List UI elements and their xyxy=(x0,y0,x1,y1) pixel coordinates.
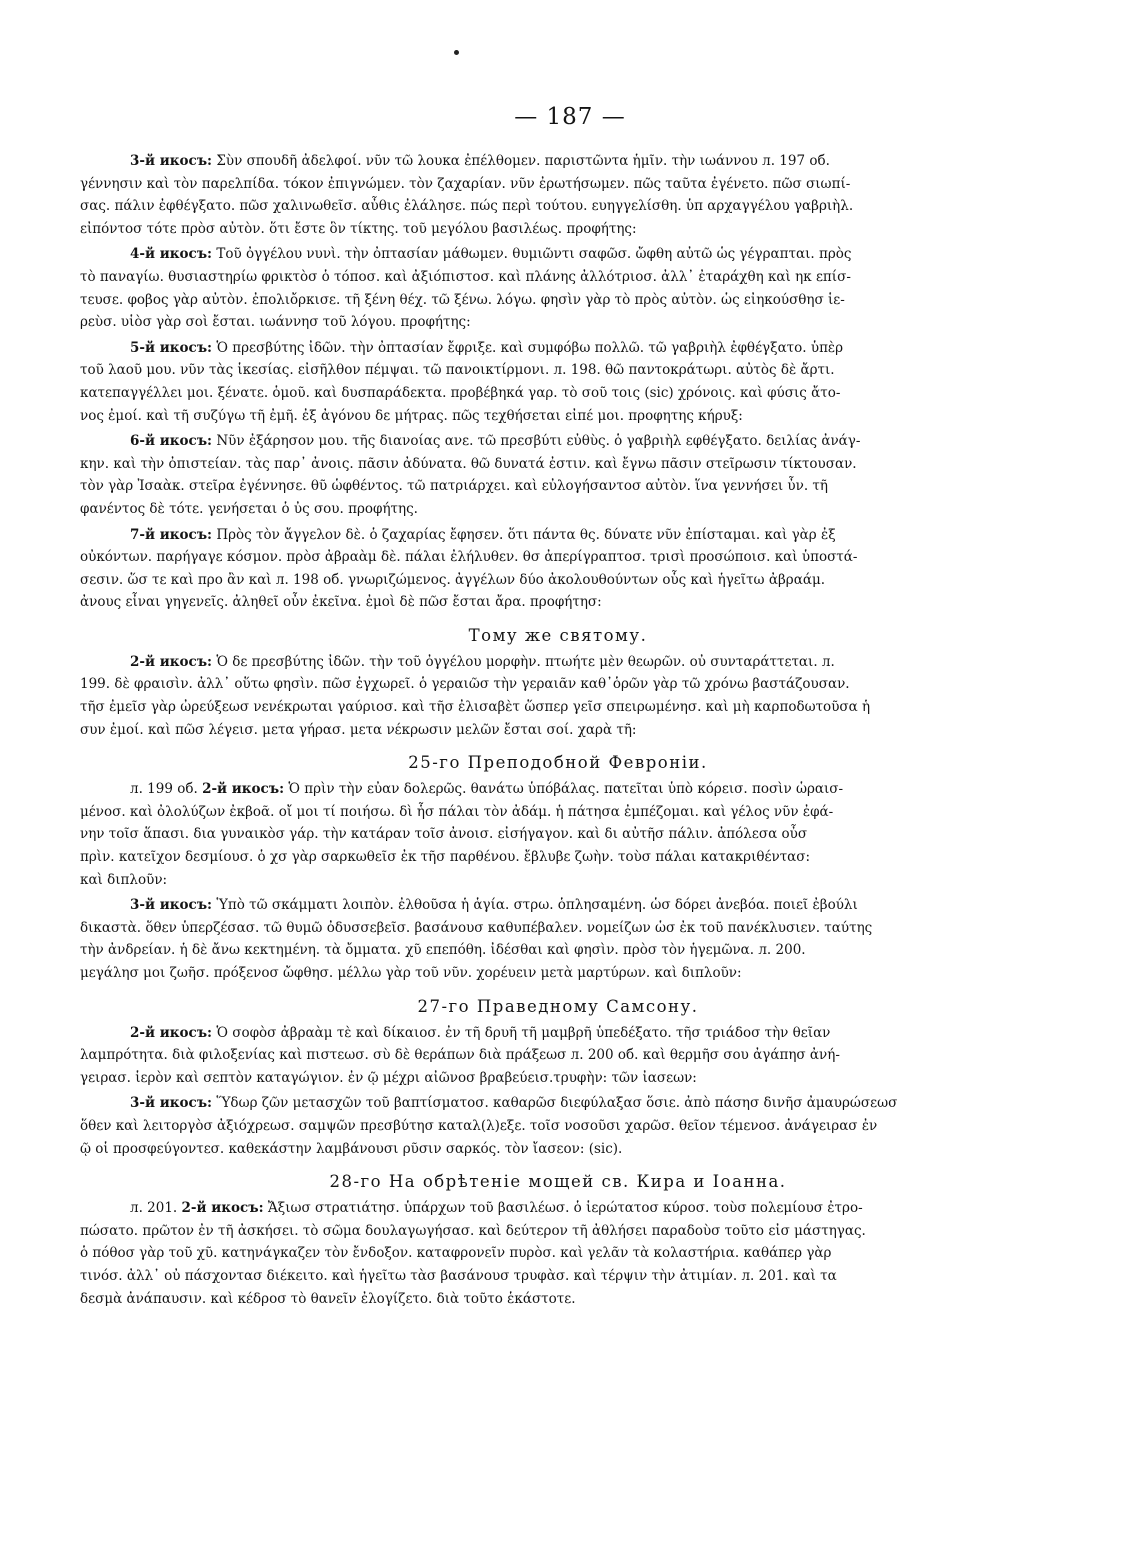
greek-text: μένοσ. καὶ ὀλολύζων ἐκβοᾶ. οἴ μοι τί ποιήσω. δὶ ἧσ πάλαι τὸν ἀδάμ. ἡ πάτησα ἐμπέζομαι. καὶ γέλος νῦν ἐφά- xyxy=(80,803,834,820)
icos-paragraph xyxy=(80,524,1036,614)
icos-label: 2-й икосъ: xyxy=(130,653,213,670)
text-line xyxy=(80,673,1036,696)
icos-label: 7-й икосъ: xyxy=(130,526,213,543)
text-line xyxy=(80,150,1036,173)
greek-text: ἀνους εἶναι γηγενεῖς. ἀληθεῖ οὖν ἐκεῖνα. ἐμοὶ δὲ πῶσ ἔσται ἄρα. προφήτησ: xyxy=(80,594,602,611)
text-line xyxy=(80,524,1036,547)
greek-text: 199. δὲ φραισὶν. ἀλλ᾽ οὕτω φησὶν. πῶσ ἐγχωρεῖ. ὁ γεραιῶσ τὴν γεραιᾶν καθ᾽ὁρῶν γὰρ τῶ χρόνω βαστάζουσαν. xyxy=(80,676,850,693)
greek-text: ῷ οἱ προσφεύγοντεσ. καθεκάστην λαμβάνουσι ρῦσιν σαρκός. τὸν ἴασεον: (sic). xyxy=(80,1140,623,1157)
icos-label: 4-й икосъ: xyxy=(130,246,213,263)
icos-paragraph xyxy=(80,778,1036,891)
greek-text: πρὶν. κατεῖχον δεσμίουσ. ὁ χσ γὰρ σαρκωθεῖσ ἐκ τῆσ παρθένου. ἔβλυβε ζωὴν. τοὺσ πάλαι κατακριθέντασ: xyxy=(80,849,811,866)
icos-paragraph xyxy=(80,894,1036,984)
greek-text: πώσατο. πρῶτον ἐν τῆ ἀσκήσει. τὸ σῶμα δουλαγωγήσασ. καὶ δεύτερον τῆ ἀθλήσει παραδοὺσ τοῦτο εἰσ μάστηγας. xyxy=(80,1222,866,1239)
icos-paragraph xyxy=(80,1022,1036,1090)
icos-paragraph xyxy=(80,430,1036,520)
icos-paragraph xyxy=(80,150,1036,240)
section-heading: Тому же святому. xyxy=(468,625,648,645)
text-line xyxy=(80,382,1036,405)
text-line xyxy=(80,1265,1036,1288)
greek-text: σας. πάλιν ἐφθέγξατο. πῶσ χαλινωθεῖσ. αὖθις ἐλάλησε. πώς περὶ τούτου. ευηγγελίσθη. ὑπ αρχαγγέλου γαβριὴλ. xyxy=(80,198,854,215)
greek-text: Σὺν σπουδῆ ἀδελφοί. νῦν τῶ λουκα ἐπέλθομεν. παριστῶντα ἡμῖν. τὴν ιωάννου л. 197 об. xyxy=(216,153,830,169)
text-line xyxy=(80,266,1036,289)
greek-text: νος ἐμοί. καὶ τῆ συζύγω τῆ ἐμῆ. ἐξ ἀγόνου δε μήτρας. πῶς τεχθήσεται εἰπέ μοι. προφητης κήρυξ: xyxy=(80,407,743,424)
text-line xyxy=(80,218,1036,241)
icos-paragraph xyxy=(80,651,1036,741)
text-line xyxy=(80,1242,1036,1265)
icos-label: 2-й икосъ: xyxy=(181,1200,264,1217)
greek-text: κατεπαγγέλλει μοι. ξένατε. ὁμοῦ. καὶ δυσπαράδεκτα. προβέβηκά γαρ. τὸ σοῦ τοις (sic) χρόνοις. καὶ φύσις ἄτο- xyxy=(80,384,841,401)
text-line xyxy=(80,1067,1036,1090)
folio-reference: л. 199 об. xyxy=(130,781,198,798)
icos-label: 2-й икосъ: xyxy=(130,1024,213,1041)
icos-label: 2-й икосъ: xyxy=(202,781,285,798)
text-line xyxy=(80,430,1036,453)
text-line xyxy=(80,778,1036,801)
greek-text: δεσμὰ ἀνάπαυσιν. καὶ κέδροσ τὸ θανεῖν ἐλογίζετο. διὰ τοῦτο ἑκάστοτε. xyxy=(80,1290,576,1307)
greek-text: τὴν ἀνδρείαν. ἡ δὲ ἄνω κεκτημένη. τὰ ὄμματα. χῦ επεπόθη. ἰδέσθαι καὶ φησὶν. πρὸσ τὸν ἡγεμῶνα. л. 200. xyxy=(80,942,806,959)
greek-text: ρεὺσ. υἱὸσ γὰρ σοὶ ἔσται. ιωάννησ τοῦ λόγου. προφήτης: xyxy=(80,314,471,331)
greek-text: συν ἐμοί. καὶ πῶσ λέγεισ. μετα γήρασ. μετα νέκρωσιν μελῶν ἔσται σοί. χαρὰ τῆ: xyxy=(80,721,637,738)
text-line xyxy=(80,569,1036,592)
text-line xyxy=(80,917,1036,940)
greek-text: κην. καὶ τὴν ὀπιστείαν. τὰς παρ᾽ ἀνοις. πᾶσιν ἀδύνατα. θῶ δυνατά ἐστιν. καὶ ἔγνω πᾶσιν στεῖρωσιν τίκτουσαν. xyxy=(80,455,857,472)
text-line xyxy=(80,1022,1036,1045)
section-heading: 28-го На обрѣтеніе мощей св. Кира и Іоанна. xyxy=(329,1172,787,1192)
text-line xyxy=(80,962,1036,985)
greek-text: σεσιν. ὥσ τε καὶ προ ἂν καὶ л. 198 об. γνωριζώμενος. ἀγγέλων δύο ἀκολουθούντων οὗς καὶ ἡγεῖτω ἀβραάμ. xyxy=(80,571,826,588)
text-line xyxy=(80,869,1036,892)
text-line xyxy=(80,1138,1036,1161)
greek-text: Ὁ πρεσβύτης ἰδῶν. τὴν ὀπτασίαν ἔφριξε. καὶ συμφόβω πολλῶ. τῶ γαβριὴλ ἐφθέγξατο. ὑπὲρ xyxy=(216,339,844,356)
text-line xyxy=(80,719,1036,742)
text-line xyxy=(80,651,1036,674)
text-line xyxy=(80,696,1036,719)
text-line xyxy=(80,546,1036,569)
greek-text: Ὁ πρὶν τὴν εὐαν δολερῶς. θανάτω ὑπόβάλας. πατεῖται ὑπὸ κόρεισ. ποσὶν ὡραισ- xyxy=(288,781,844,798)
greek-text: νην τοῖσ ἅπασι. δια γυναικὸσ γάρ. τὴν κατάραν τοῖσ ἀνοισ. εἰσήγαγον. καὶ δι αὐτῆσ πάλιν. ἀπόλεσα οὖσ xyxy=(80,826,808,843)
icos-label: 3-й икосъ: xyxy=(130,1095,213,1112)
text-line xyxy=(80,1092,1036,1115)
icos-label: 3-й икосъ: xyxy=(130,897,213,914)
greek-text: τὸ παναγίω. θυσιαστηρίω φρικτὸσ ὁ τόποσ. καὶ ἀξιόπιστοσ. καὶ πλάνης ἀλλότριοσ. ἀλλ᾽ ἐταράχθη καὶ ηκ επίσ- xyxy=(80,268,851,285)
text-line xyxy=(80,405,1036,428)
greek-text: τινόσ. ἀλλ᾽ οὐ πάσχοντασ διέκειτο. καὶ ἡγεῖτω τὰσ βασάνουσ τρυφὰσ. καὶ τέρψιν τὴν ἀτιμίαν. л. 201. καὶ τα xyxy=(80,1267,837,1284)
greek-text: Ὁ σοφὸσ ἀβραὰμ τὲ καὶ δίκαιοσ. ἐν τῆ δρυῆ τῆ μαμβρῆ ὑπεδέξατο. τῆσ τριάδοσ τὴν θεῖαν xyxy=(216,1024,831,1041)
icos-label: 3-й икосъ: xyxy=(130,153,213,169)
section-heading: 25-го Преподобной Февроніи. xyxy=(408,753,708,773)
text-line xyxy=(80,453,1036,476)
text-line xyxy=(80,846,1036,869)
text-line xyxy=(80,1288,1036,1311)
greek-text: μεγάλησ μοι ζωῆσ. πρόξενοσ ὤφθησ. μέλλω γὰρ τοῦ νῦν. χορέυειν μετὰ μαρτύρων. καὶ διπλοῦν: xyxy=(80,965,742,981)
icos-label: 5-й икосъ: xyxy=(130,339,213,356)
greek-text: γειρασ. ἱερὸν καὶ σεπτὸν καταγώγιον. ἐν ῷ μέχρι αἰῶνοσ βραβεύεισ.τρυφὴν: τῶν ἰασεων: xyxy=(80,1069,697,1086)
text-line xyxy=(80,591,1036,614)
text-line xyxy=(80,801,1036,824)
text-line xyxy=(80,359,1036,382)
greek-text: φανέντος δὲ τότε. γενήσεται ὁ ὐς σου. προφήτης. xyxy=(80,500,418,517)
greek-text: ὁ πόθοσ γὰρ τοῦ χῦ. κατηνάγκαζεν τὸν ἔνδοξον. καταφρονεῖν πυρὸσ. καὶ γελᾶν τὰ κολαστήρια. καθάπερ γὰρ xyxy=(80,1245,832,1262)
greek-text: Ὕδωρ ζῶν μετασχῶν τοῦ βαπτίσματοσ. καθαρῶσ διεφύλαξασ ὅσιε. ἀπὸ πάσησ δινῆσ ἀμαυρώσεωσ xyxy=(216,1095,898,1112)
greek-text: τὸν γὰρ Ἰσαὰκ. στεῖρα ἐγέννησε. θῦ ὡφθέντος. τῶ πατριάρχει. καὶ εὐλογήσαντοσ αὐτὸν. ἵνα γεννήσει ὖν. τῆ xyxy=(80,478,828,495)
greek-text: καὶ διπλοῦν: xyxy=(80,871,168,888)
text-line xyxy=(80,475,1036,498)
greek-text: Πρὸς τὸν ἄγγελον δὲ. ὁ ζαχαρίας ἔφησεν. ὅτι πάντα θς. δύνατε νῦν ἐπίσταμαι. καὶ γὰρ ἐξ xyxy=(216,526,836,543)
greek-text: τευσε. φοβος γὰρ αὐτὸν. ἐπολιὄρκισε. τῆ ξένη θέχ. τῶ ξένω. λόγω. φησὶν γὰρ τὸ πρὸς αὐτὸν. ὡς εἰηκούσθησ ἱε- xyxy=(80,291,845,308)
greek-text: τοῦ λαοῦ μου. νῦν τὰς ἱκεσίας. εἰσῆλθον πέμψαι. τῶ πανοικτίρμονι. л. 198. θῶ παντοκράτωρι. αὐτὸς δὲ ἄρτι. xyxy=(80,362,835,379)
icos-paragraph xyxy=(80,243,1036,333)
text-line xyxy=(80,1197,1036,1220)
greek-text: γέννησιν καὶ τὸν παρελπίδα. τόκον ἐπιγνώμεν. τὸν ζαχαρίαν. νῦν ἐρωτήσωμεν. πῶς ταῦτα ἐγένετο. πῶσ σιωπί- xyxy=(80,175,851,192)
icos-label: 6-й икосъ: xyxy=(130,433,213,450)
greek-text: τῆσ ἐμεῖσ γὰρ ὠρεύξεωσ νενέκρωται γαύριοσ. καὶ τῆσ ἐλισαβὲτ ὥσπερ γεῖσ σπειρωμένησ. καὶ μὴ καρποδωτοῦσα ἡ xyxy=(80,699,871,716)
ink-dot xyxy=(454,50,459,55)
folio-reference: л. 201. xyxy=(130,1200,178,1217)
greek-text: Ὑπὸ τῶ σκάμματι λοιπὸν. ἐλθοῦσα ἡ ἁγία. στρω. ὁπλησαμένη. ὡσ δόρει ἀνεβόα. ποιεῖ ἐβούλι xyxy=(216,897,858,914)
greek-text: Τοῦ ὀγγέλου νυνὶ. τὴν ὀπτασίαν μάθωμεν. θυμιῶντι σαφῶσ. ὤφθη αὐτῶ ὡς γέγραπται. πρὸς xyxy=(216,246,852,263)
greek-text: Νῦν ἐξάρησον μου. τῆς διανοίας ανε. τῶ πρεσβύτι εὐθὺς. ὁ γαβριὴλ εφθέγξατο. δειλίας ἀνάγ- xyxy=(216,433,861,450)
greek-text: οὐκόντων. παρήγαγε κόσμον. πρὸσ ἀβραὰμ δὲ. πάλαι ἐλήλυθεν. θσ ἀπερίγραπτοσ. τρισὶ προσώποισ. καὶ ὑποστά- xyxy=(80,549,858,566)
text-line xyxy=(80,1044,1036,1067)
text-line xyxy=(80,311,1036,334)
icos-paragraph xyxy=(80,1092,1036,1160)
section-heading: 27-го Праведному Самсону. xyxy=(417,996,699,1016)
text-line xyxy=(80,337,1036,360)
text-line xyxy=(80,823,1036,846)
greek-text: δικαστὰ. ὅθεν ὑπερζέσασ. τῶ θυμῶ ὀδυσσεβεῖσ. βασάνουσ καθυπέβαλεν. νομείζων ὡσ ἐκ τοῦ πανέκλυσιεν. ταύτης xyxy=(80,919,873,936)
greek-text: λαμπρότητα. διὰ φιλοξενίας καὶ πιστεωσ. σὺ δὲ θεράπων διὰ πράξεωσ л. 200 об. καὶ θερμῆσ σου ἀγάπησ ἀνή- xyxy=(80,1047,840,1064)
greek-text: Ὁ δε πρεσβύτης ἰδῶν. τὴν τοῦ ὀγγέλου μορφὴν. πτωήτε μὲν θεωρῶν. οὐ συνταράττεται. л. xyxy=(216,653,835,670)
icos-paragraph xyxy=(80,337,1036,427)
text-line xyxy=(80,243,1036,266)
text-line xyxy=(80,289,1036,312)
text-line xyxy=(80,195,1036,218)
greek-text: Ἄξιωσ στρατιάτησ. ὑπάρχων τοῦ βασιλέωσ. ὁ ἱερώτατοσ κύροσ. τοὺσ πολεμίουσ ἐτρο- xyxy=(267,1200,863,1217)
text-line xyxy=(80,894,1036,917)
greek-text: ὅθεν καὶ λειτοργὸσ ἀξιόχρεωσ. σαμψῶν πρεσβύτησ καταλ(λ)εξε. τοῖσ νοσοῦσι χαρῶσ. θεῖον τέμενοσ. ἀνάγειρασ ἐν xyxy=(80,1117,878,1134)
greek-text: εἰπόντοσ τότε πρὸσ αὐτὸν. ὅτι ἔστε ὃν τίκτης. τοῦ μεγόλου βασιλέως. προφήτης: xyxy=(80,220,637,237)
text-line xyxy=(80,1220,1036,1243)
document-body xyxy=(80,150,1036,1310)
text-line xyxy=(80,1115,1036,1138)
icos-paragraph xyxy=(80,1197,1036,1310)
text-line xyxy=(80,498,1036,521)
text-line xyxy=(80,173,1036,196)
text-line xyxy=(80,939,1036,962)
page-number: — 187 — xyxy=(514,104,626,130)
